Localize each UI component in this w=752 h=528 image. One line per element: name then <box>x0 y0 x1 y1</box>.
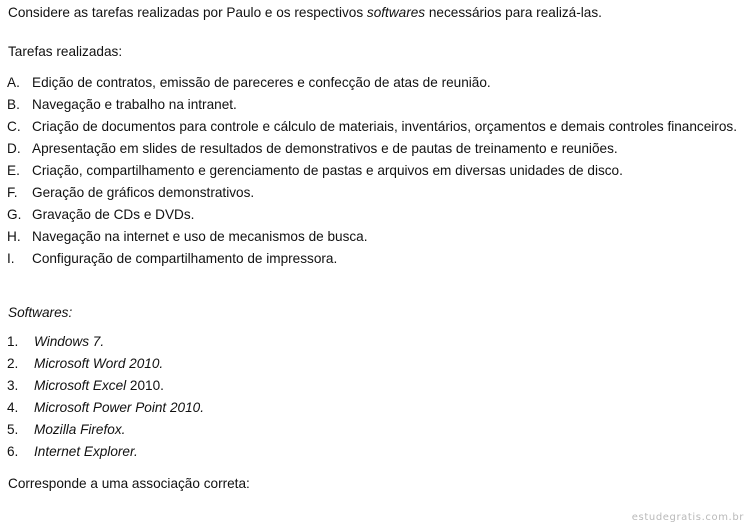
task-text: Configuração de compartilhamento de impressora. <box>32 251 338 266</box>
software-name: Windows 7. <box>34 334 105 349</box>
site-watermark: estudegratis.com.br <box>631 512 744 523</box>
task-item-c <box>7 118 737 136</box>
task-item-d <box>7 140 618 158</box>
intro-text-start: Considere as tarefas realizadas por Paulo e os respectivos <box>8 5 367 20</box>
task-item-a <box>7 74 491 92</box>
software-number: 6. <box>7 444 19 459</box>
task-text: Apresentação em slides de resultados de demonstrativos e de pautas de treinamento e reuniões. <box>32 141 618 156</box>
task-letter: E. <box>7 163 20 178</box>
task-letter: I. <box>7 251 15 266</box>
task-letter: D. <box>7 141 21 156</box>
software-name: Microsoft Excel <box>34 378 127 393</box>
intro-text <box>8 4 602 22</box>
task-item-e <box>7 162 623 180</box>
task-letter: G. <box>7 207 22 222</box>
task-letter: F. <box>7 185 18 200</box>
software-name: Internet Explorer. <box>34 444 138 459</box>
software-item-2 <box>7 355 163 373</box>
software-number: 4. <box>7 400 19 415</box>
software-heading: Softwares: <box>8 305 73 320</box>
software-number: 1. <box>7 334 19 349</box>
software-item-4 <box>7 399 204 417</box>
task-item-i <box>7 250 337 268</box>
intro-text-end: necessários para realizá-las. <box>425 5 602 20</box>
task-text: Gravação de CDs e DVDs. <box>32 207 195 222</box>
task-letter: A. <box>7 75 20 90</box>
task-text: Navegação na internet e uso de mecanismos de busca. <box>32 229 368 244</box>
software-number: 3. <box>7 378 19 393</box>
task-letter: C. <box>7 119 21 134</box>
task-item-g <box>7 206 194 224</box>
software-item-1 <box>7 333 104 351</box>
task-text: Criação de documentos para controle e cálculo de materiais, inventários, orçamentos e demais controles financeiros. <box>32 119 737 134</box>
software-item-6 <box>7 443 138 461</box>
software-version: 2010. <box>126 378 164 393</box>
software-number: 2. <box>7 356 19 371</box>
task-item-f <box>7 184 254 202</box>
task-text: Criação, compartilhamento e gerenciamento de pastas e arquivos em diversas unidades de disco. <box>32 163 623 178</box>
software-name: Mozilla Firefox. <box>34 422 126 437</box>
task-text: Navegação e trabalho na intranet. <box>32 97 237 112</box>
closing-question: Corresponde a uma associação correta: <box>8 476 250 491</box>
task-text: Edição de contratos, emissão de pareceres e confecção de atas de reunião. <box>32 75 491 90</box>
task-text: Geração de gráficos demonstrativos. <box>32 185 255 200</box>
task-letter: H. <box>7 229 21 244</box>
task-letter: B. <box>7 97 20 112</box>
software-item-5 <box>7 421 125 439</box>
software-name: Microsoft Power Point 2010. <box>34 400 205 415</box>
tasks-heading: Tarefas realizadas: <box>8 44 123 59</box>
intro-text-italic: softwares <box>366 5 426 20</box>
software-name: Microsoft Word 2010. <box>34 356 164 371</box>
software-number: 5. <box>7 422 19 437</box>
software-item-3 <box>7 377 164 395</box>
task-item-h <box>7 228 368 246</box>
task-item-b <box>7 96 237 114</box>
